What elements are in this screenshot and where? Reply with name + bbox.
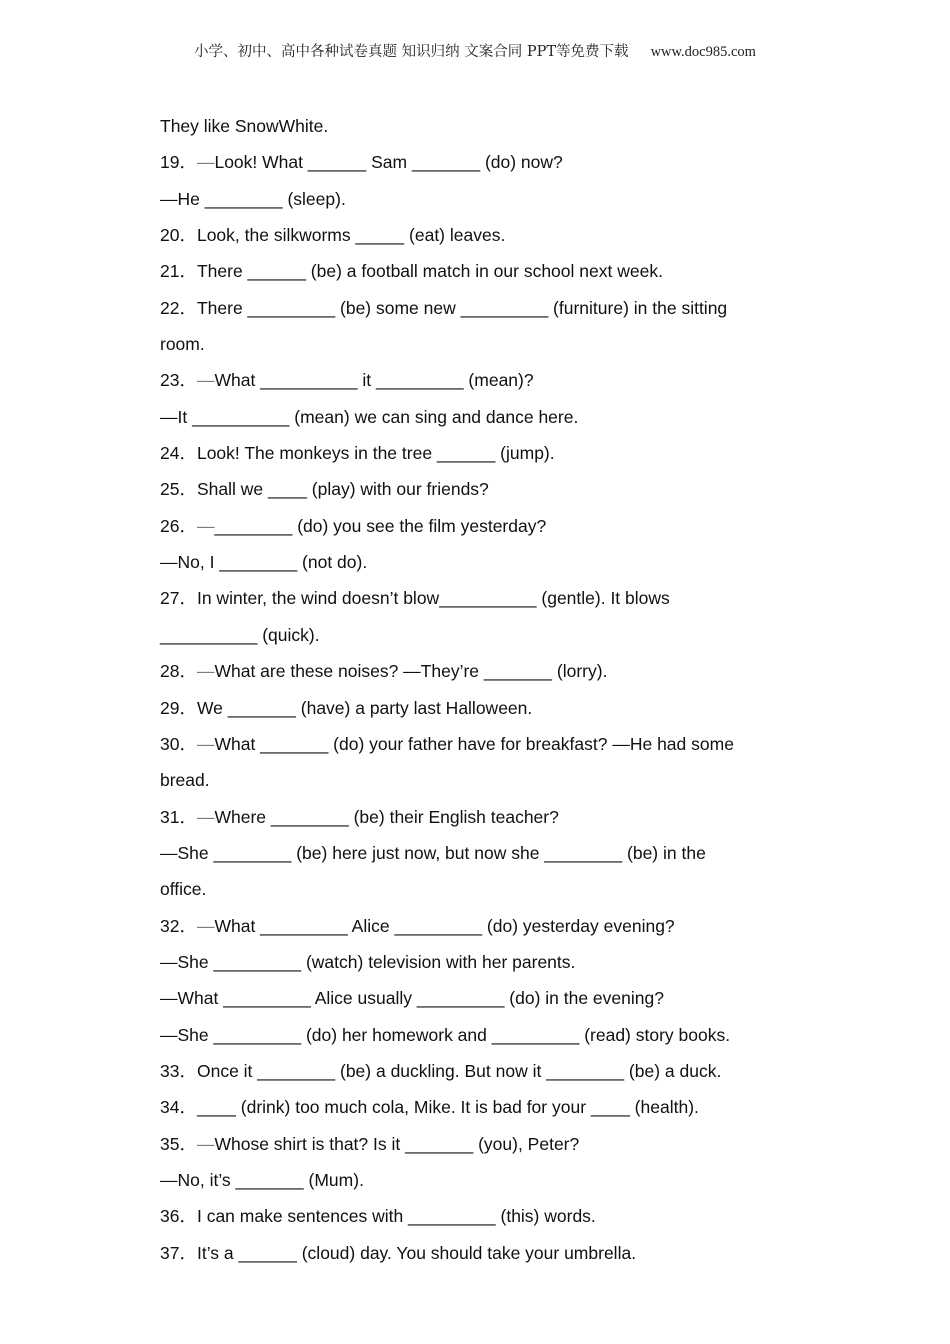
question-number: 23． — [160, 370, 197, 391]
dialogue-dash: — — [196, 915, 215, 936]
line-text: There ______ (be) a football match in our school next week. — [196, 261, 663, 282]
question-number: 37． — [160, 1242, 197, 1263]
line-text: In winter, the wind doesn’t blow__________ (gentle). It blows — [196, 588, 670, 609]
question-number: 19． — [160, 152, 197, 173]
question-number: 36． — [160, 1206, 197, 1227]
dialogue-dash: — — [196, 733, 215, 754]
line-text: —What _________ Alice usually _________ (do) in the evening? — [160, 988, 664, 1009]
question-line — [160, 799, 800, 835]
question-number: 28． — [160, 661, 197, 682]
question-line — [160, 253, 800, 289]
line-text: —No, I ________ (not do). — [160, 552, 368, 573]
line-text: Shall we ____ (play) with our friends? — [196, 479, 489, 500]
question-number: 25． — [160, 479, 197, 500]
question-number: 24． — [160, 443, 197, 464]
line-text: —It __________ (mean) we can sing and dance here. — [160, 406, 579, 427]
question-line — [160, 144, 800, 180]
continuation-line — [160, 544, 800, 580]
question-number: 34． — [160, 1097, 197, 1118]
line-text: ____ (drink) too much cola, Mike. It is bad for your ____ (health). — [196, 1097, 699, 1118]
question-number: 20． — [160, 225, 197, 246]
question-number: 35． — [160, 1133, 197, 1154]
line-text: office. — [160, 879, 207, 900]
question-line — [160, 217, 800, 253]
line-text: There _________ (be) some new _________ (furniture) in the sitting — [196, 297, 728, 318]
exercise-list — [160, 108, 800, 1271]
question-number: 31． — [160, 806, 197, 827]
continuation-line — [160, 762, 800, 798]
question-line — [160, 1053, 800, 1089]
line-text: Once it ________ (be) a duckling. But now it ________ (be) a duck. — [196, 1060, 722, 1081]
continuation-line — [160, 108, 800, 144]
line-text: Look! The monkeys in the tree ______ (jump). — [196, 443, 555, 464]
question-number: 26． — [160, 515, 197, 536]
line-text: What _________ Alice _________ (do) yesterday evening? — [214, 915, 675, 936]
question-line — [160, 435, 800, 471]
question-line — [160, 508, 800, 544]
line-text: —She ________ (be) here just now, but now she ________ (be) in the — [160, 842, 706, 863]
question-line — [160, 653, 800, 689]
question-line — [160, 1089, 800, 1125]
line-text: What are these noises? —They’re _______ (lorry). — [214, 661, 608, 682]
line-text: Look, the silkworms _____ (eat) leaves. — [196, 225, 506, 246]
line-text: Where ________ (be) their English teacher? — [214, 806, 559, 827]
question-line — [160, 1126, 800, 1162]
question-number: 27． — [160, 588, 197, 609]
question-line — [160, 1235, 800, 1271]
dialogue-dash: — — [196, 152, 215, 173]
continuation-line — [160, 1162, 800, 1198]
question-line — [160, 471, 800, 507]
line-text: bread. — [160, 770, 210, 791]
dialogue-dash: — — [196, 515, 215, 536]
continuation-line — [160, 835, 800, 871]
line-text: —She _________ (watch) television with her parents. — [160, 951, 576, 972]
continuation-line — [160, 326, 800, 362]
question-line — [160, 690, 800, 726]
dialogue-dash: — — [196, 806, 215, 827]
question-number: 30． — [160, 733, 197, 754]
continuation-line — [160, 617, 800, 653]
continuation-line — [160, 944, 800, 980]
line-text: room. — [160, 334, 205, 355]
dialogue-dash: — — [196, 661, 215, 682]
line-text: They like SnowWhite. — [160, 116, 329, 136]
page-header — [0, 40, 950, 61]
question-number: 21． — [160, 261, 197, 282]
header-text: 小学、初中、高中各种试卷真题 知识归纳 文案合同 PPT等免费下载 — [194, 44, 629, 60]
header-url: www.doc985.com — [650, 44, 756, 60]
continuation-line — [160, 399, 800, 435]
continuation-line — [160, 871, 800, 907]
continuation-line — [160, 1017, 800, 1053]
line-text: It’s a ______ (cloud) day. You should take your umbrella. — [196, 1242, 637, 1263]
dialogue-dash: — — [196, 370, 215, 391]
question-line — [160, 290, 800, 326]
question-line — [160, 580, 800, 616]
question-line — [160, 362, 800, 398]
line-text: What __________ it _________ (mean)? — [214, 370, 534, 391]
question-number: 22． — [160, 297, 197, 318]
dialogue-dash: — — [196, 1133, 215, 1154]
line-text: —He ________ (sleep). — [160, 188, 346, 209]
line-text: Look! What ______ Sam _______ (do) now? — [214, 152, 563, 173]
continuation-line — [160, 980, 800, 1016]
question-number: 29． — [160, 697, 197, 718]
line-text: We _______ (have) a party last Halloween. — [196, 697, 533, 718]
line-text: What _______ (do) your father have for breakfast? —He had some — [214, 733, 734, 754]
question-number: 33． — [160, 1060, 197, 1081]
line-text: —She _________ (do) her homework and _________ (read) story books. — [160, 1024, 731, 1045]
line-text: —No, it’s _______ (Mum). — [160, 1169, 364, 1190]
line-text: ________ (do) you see the film yesterday? — [214, 515, 547, 536]
continuation-line — [160, 181, 800, 217]
question-line — [160, 1198, 800, 1234]
line-text: __________ (quick). — [160, 624, 320, 645]
question-line — [160, 908, 800, 944]
line-text: I can make sentences with _________ (this) words. — [196, 1206, 596, 1227]
question-number: 32． — [160, 915, 197, 936]
line-text: Whose shirt is that? Is it _______ (you), Peter? — [214, 1133, 580, 1154]
question-line — [160, 726, 800, 762]
